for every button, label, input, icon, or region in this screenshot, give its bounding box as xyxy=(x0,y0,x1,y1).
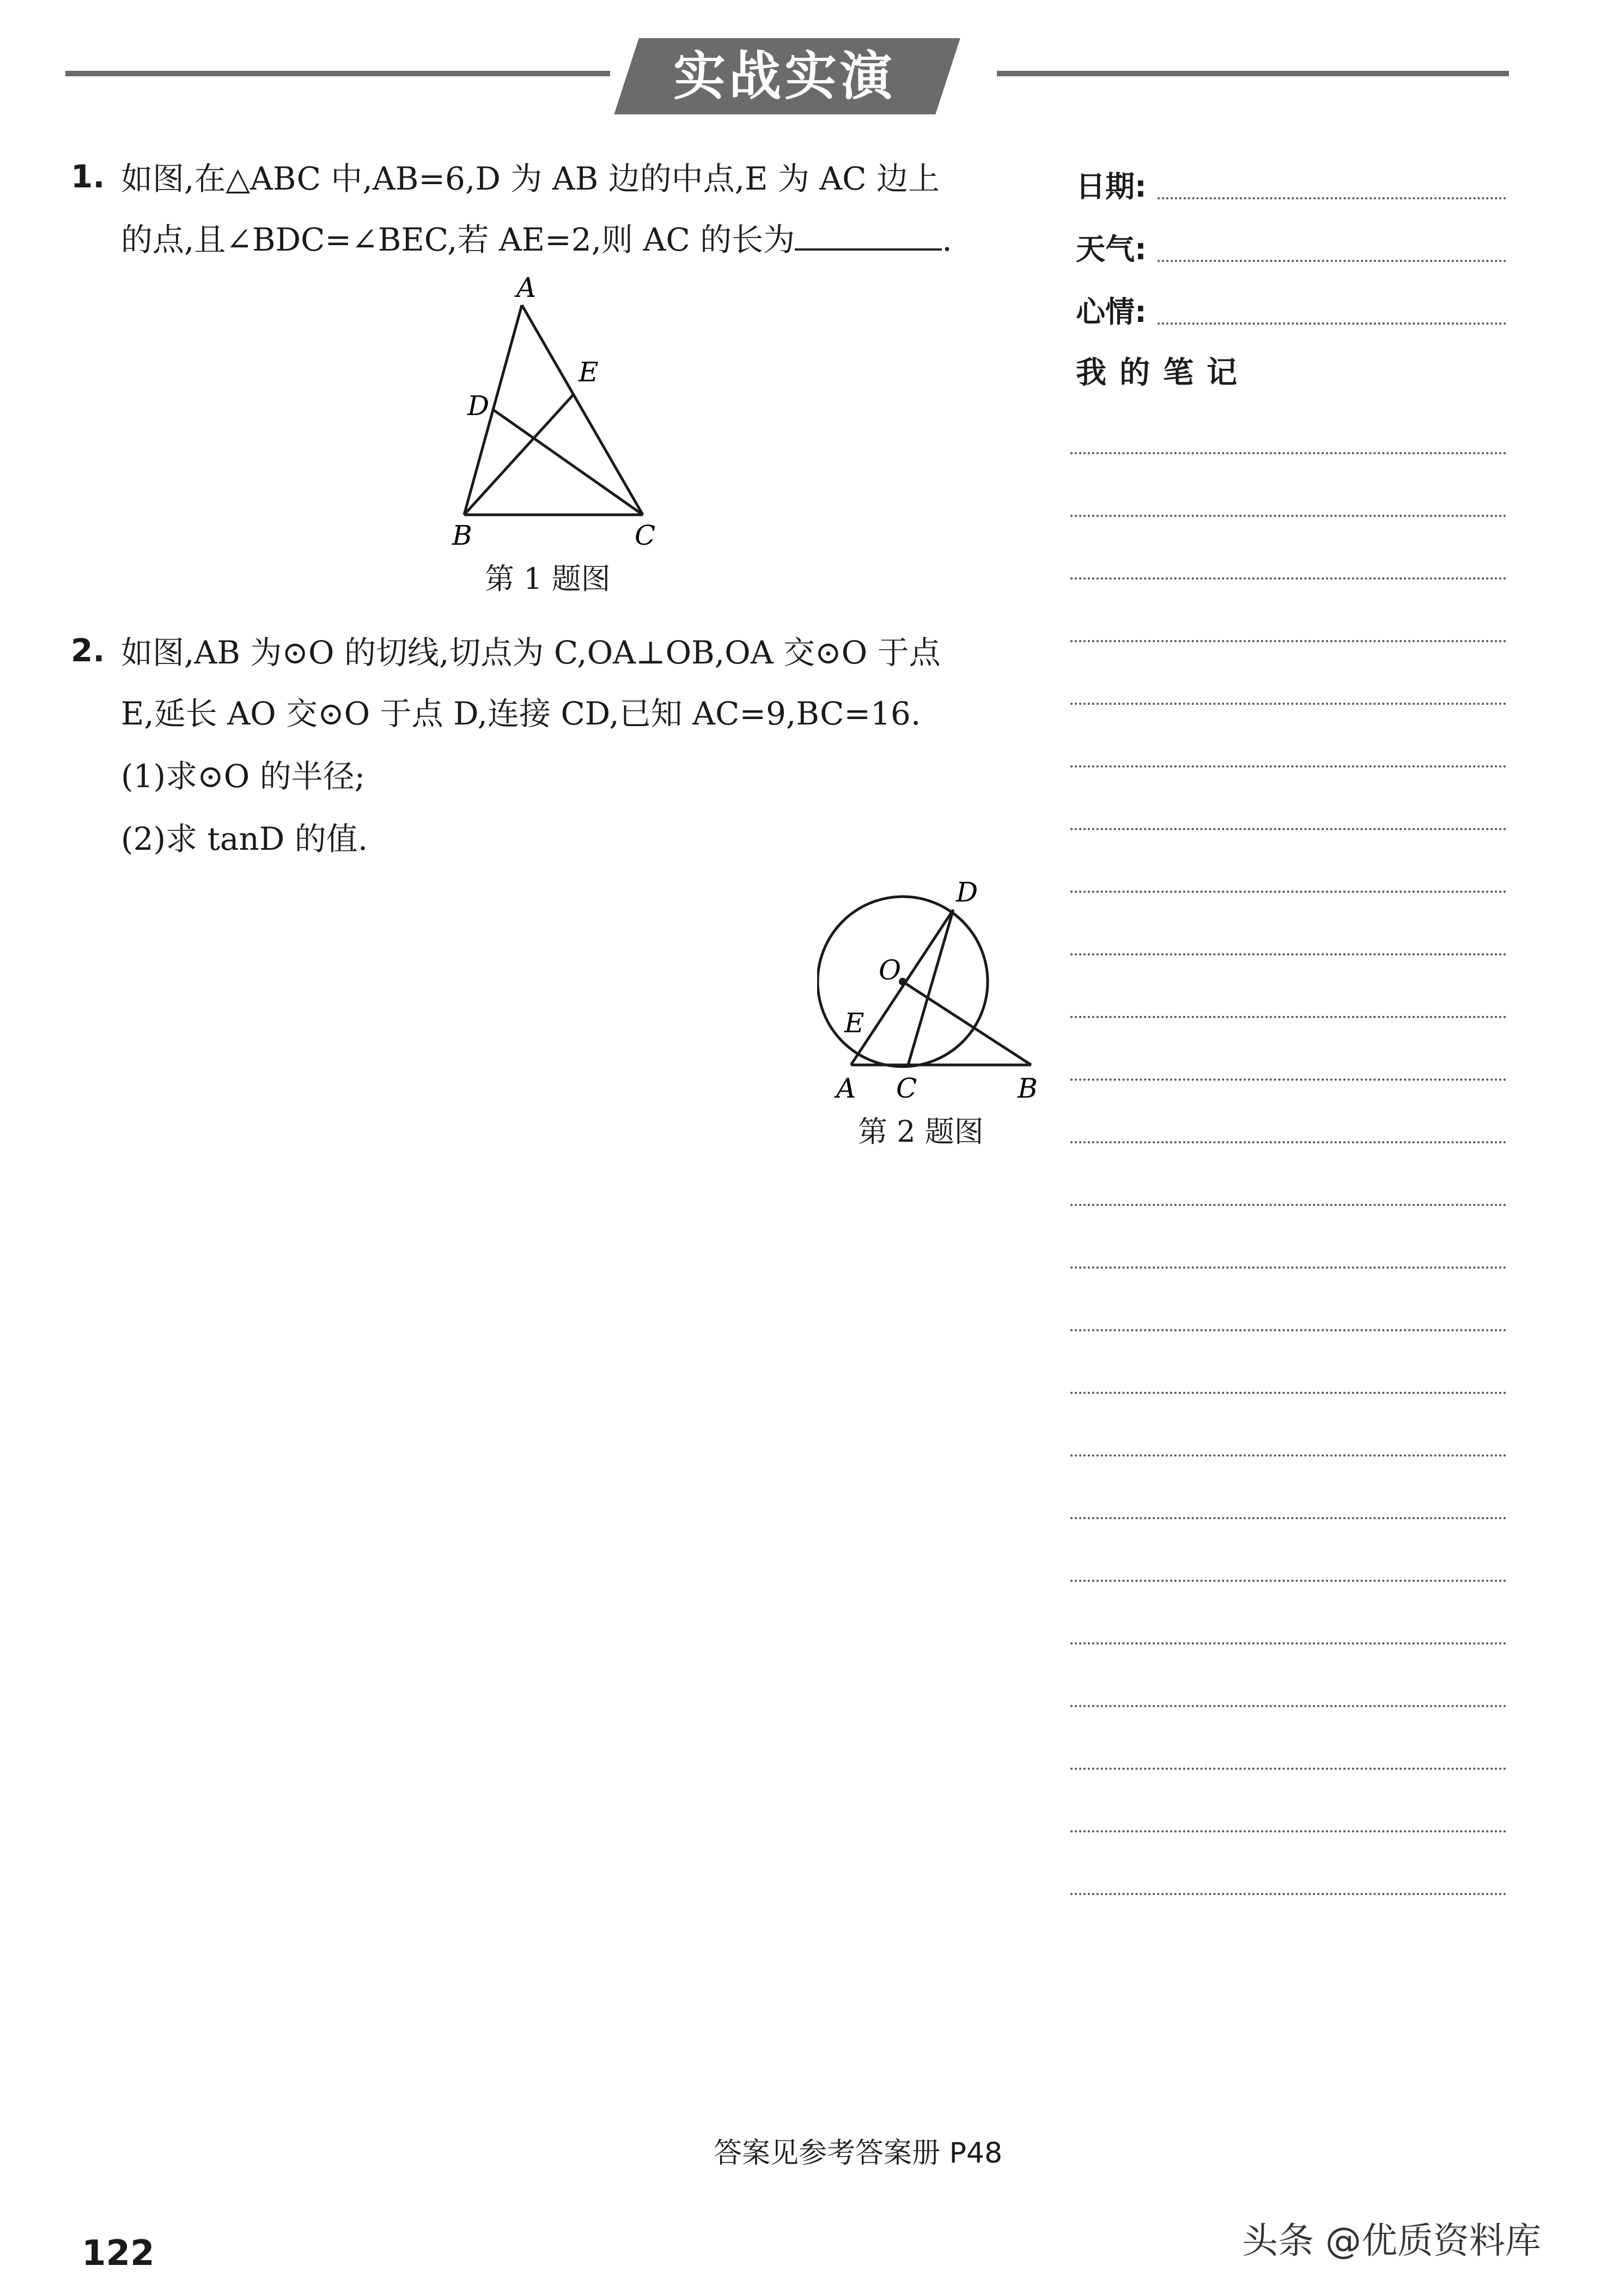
problem-2-line-1: 如图,AB 为⊙O 的切线,切点为 C,OA⊥OB,OA 交⊙O 于点 xyxy=(121,634,941,671)
segment-cd xyxy=(908,910,953,1065)
note-line xyxy=(1070,1016,1506,1018)
note-line xyxy=(1070,640,1506,642)
label-e: E xyxy=(579,356,599,388)
problem-2-part-2: (2)求 tanD 的值. xyxy=(121,820,368,857)
note-line xyxy=(1070,1266,1506,1269)
note-line xyxy=(1070,953,1506,955)
note-line xyxy=(1070,577,1506,580)
label-e: E xyxy=(844,1007,865,1039)
date-label: 日期: xyxy=(1076,169,1147,204)
problem-1-line-2-text: 的点,且∠BDC=∠BEC,若 AE=2,则 AC 的长为 xyxy=(121,221,795,258)
note-line xyxy=(1070,1204,1506,1206)
note-line xyxy=(1070,1642,1506,1645)
segment-ad xyxy=(851,910,953,1065)
mood-line xyxy=(1158,322,1506,325)
note-line xyxy=(1070,1830,1506,1832)
problem-1-line-2-end: . xyxy=(942,221,952,258)
notes-heading: 我的笔记 xyxy=(1076,355,1250,391)
problem-1-line-2 xyxy=(121,218,952,261)
figure-2-caption: 第 2 题图 xyxy=(858,1114,984,1149)
section-title: 实战实演 xyxy=(673,46,896,107)
label-d: D xyxy=(467,390,490,422)
note-line xyxy=(1070,1079,1506,1081)
note-line xyxy=(1070,1893,1506,1895)
figure-2-circle-tangent xyxy=(817,872,1057,1111)
segment-ob xyxy=(903,982,1031,1065)
header-rule-left xyxy=(65,71,610,76)
label-a: A xyxy=(516,272,537,303)
weather-label: 天气: xyxy=(1076,232,1147,266)
date-line xyxy=(1158,197,1506,199)
header-rule-right xyxy=(997,71,1509,76)
note-line xyxy=(1070,1392,1506,1394)
problem-2-part-1: (1)求⊙O 的半径; xyxy=(121,758,366,795)
label-o: O xyxy=(879,954,901,986)
segment-dc xyxy=(493,410,643,515)
figure-1-caption: 第 1 题图 xyxy=(485,562,611,596)
answer-reference: 答案见参考答案册 P48 xyxy=(714,2137,1003,2170)
note-line xyxy=(1070,703,1506,705)
watermark: 头条 @优质资料库 xyxy=(1242,2220,1541,2262)
problem-1-number: 1. xyxy=(71,158,105,195)
problem-2-number: 2. xyxy=(71,632,105,669)
note-line xyxy=(1070,765,1506,768)
note-line xyxy=(1070,891,1506,893)
note-line xyxy=(1070,1329,1506,1331)
note-line xyxy=(1070,452,1506,454)
label-c: C xyxy=(635,520,656,551)
label-b: B xyxy=(452,520,472,551)
problem-2-line-2: E,延长 AO 交⊙O 于点 D,连接 CD,已知 AC=9,BC=16. xyxy=(121,695,921,732)
note-line xyxy=(1070,1517,1506,1519)
label-c: C xyxy=(896,1073,917,1104)
label-b: B xyxy=(1018,1073,1038,1104)
note-line xyxy=(1070,515,1506,517)
note-line xyxy=(1070,1768,1506,1770)
note-line xyxy=(1070,828,1506,830)
mood-label: 心情: xyxy=(1076,295,1147,329)
figure-1-triangle xyxy=(425,272,708,556)
problem-1-line-1: 如图,在△ABC 中,AB=6,D 为 AB 边的中点,E 为 AC 边上 xyxy=(121,160,940,197)
note-line xyxy=(1070,1705,1506,1707)
note-line xyxy=(1070,1580,1506,1582)
note-line xyxy=(1070,1454,1506,1457)
answer-blank xyxy=(795,218,942,251)
label-d: D xyxy=(956,876,978,908)
segment-ac xyxy=(522,305,643,515)
label-a: A xyxy=(836,1073,856,1104)
note-line xyxy=(1070,1141,1506,1143)
weather-line xyxy=(1158,260,1506,262)
page-number: 122 xyxy=(82,2233,155,2274)
